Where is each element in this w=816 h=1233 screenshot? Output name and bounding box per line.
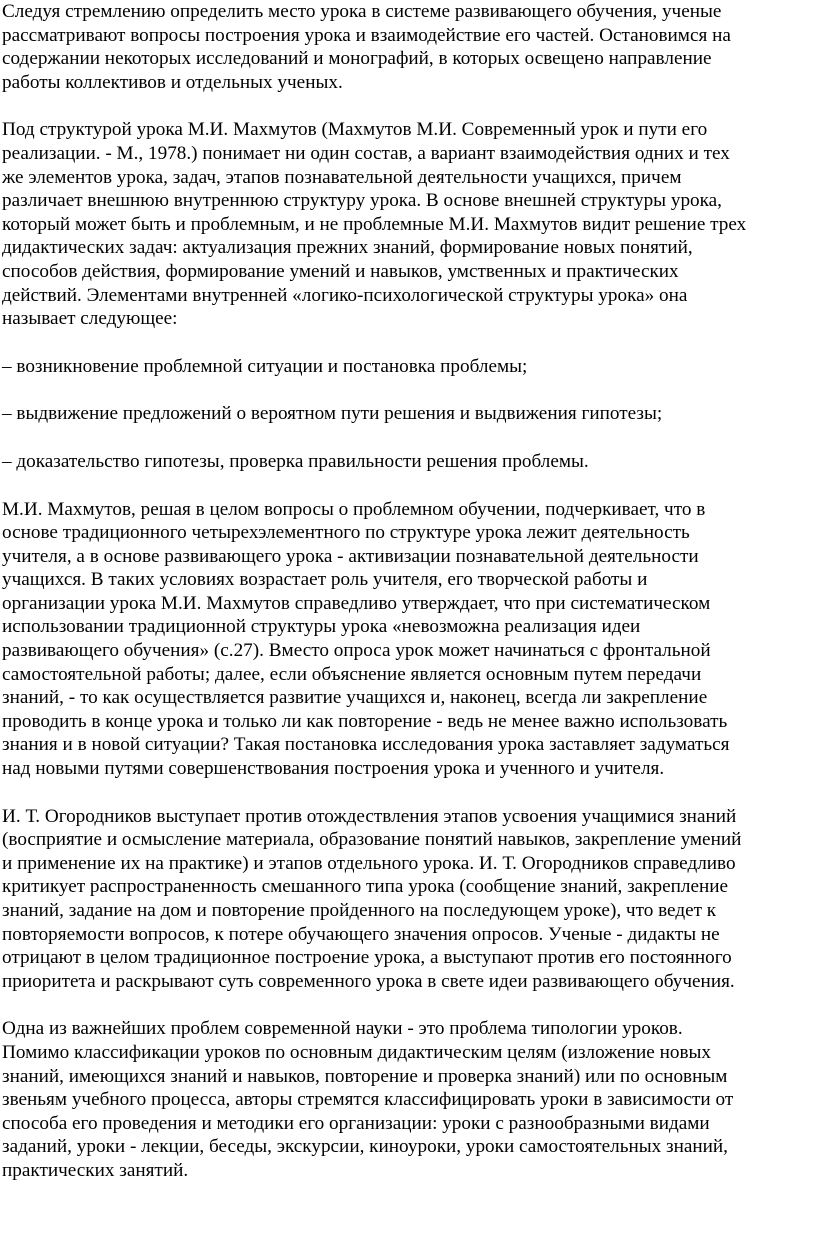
paragraph-ogorodnikov: И. Т. Огородников выступает против отождествления этапов усвоения учащимися знаний (восприятие и осмысление материала, образование понятий навыков, закрепление умений и применение их на практике) и этапов отдельного урока. И. Т. Огородников справедливо критикует распространенность смешанного типа урока (сообщение знаний, закрепление знаний, задание на дом и повторение пройденного на последующем уроке), что ведет к повторяемости вопросов, к потере обучающего значения опросов. Ученые - дидакты не отрицают в целом традиционное построение урока, а выступают против его постоянного приоритета и раскрывают суть современного урока в свете идеи развивающего обучения. [2, 805, 742, 992]
paragraph-makhmutov-structure: Под структурой урока М.И. Махмутов (Махмутов М.И. Современный урок и пути его реализации. - М., 1978.) понимает ни один состав, а вариант взаимодействия одних и тех же элементов урока, задач, этапов познавательной деятельности учащихся, причем различает внешнюю внутреннюю структуру урока. В основе внешней структуры урока, который может быть и проблемным, и не проблемные М.И. Махмутов видит решение трех дидактических задач: актуализация прежних знаний, формирование новых понятий, способов действия, формирование умений и навыков, умственных и практических действий. Элементами внутренней «логико-психологической структуры урока» она называет следующее: [2, 119, 747, 330]
paragraph-lesson-typology: Одна из важнейших проблем современной науки - это проблема типологии уроков. Помимо классификации уроков по основным дидактическим целям (изложение новых знаний, имеющихся знаний и навыков, повторение и проверка знаний) или по основным звеньям учебного процесса, авторы стремятся классифицировать уроки в зависимости от способа его проведения и методики его организации: уроки с разнообразными видами заданий, уроки - лекции, беседы, экскурсии, киноуроки, уроки самостоятельных знаний, практических занятий. [2, 1018, 734, 1181]
paragraph-intro: Следуя стремлению определить место урока в системе развивающего обучения, ученые рассматривают вопросы построения урока и взаимодействие его частей. Остановимся на содержании некоторых исследований и монографий, в которых освещено направление работы коллективов и отдельных ученых. [2, 1, 731, 93]
list-item-hypothesis-proposal: – выдвижение предложений о вероятном пути решения и выдвижения гипотезы; [2, 403, 663, 425]
paragraph-makhmutov-problem-learning: М.И. Махмутов, решая в целом вопросы о проблемном обучении, подчеркивает, что в основе традиционного четырехэлементного по структуре урока лежит деятельность учителя, а в основе развивающего урока - активизации познавательной деятельности учащихся. В таких условиях возрастает роль учителя, его творческой работы и организации урока М.И. Махмутов справедливо утверждает, что при систематическом использовании традиционной структуры урока «невозможна реализация идеи развивающего обучения» (с.27). Вместо опроса урок может начинаться с фронтальной самостоятельной работы; далее, если объяснение является основным путем передачи знаний, - то как осуществляется развитие учащихся и, наконец, всегда ли закрепление проводить в конце урока и только ли как повторение - ведь не менее важно использовать знания и в новой ситуации? Такая постановка исследования урока заставляет задуматься над новыми путями совершенствования построения урока и ученного и учителя. [2, 498, 730, 780]
list-item-hypothesis-proof: – доказательство гипотезы, проверка правильности решения проблемы. [2, 450, 589, 472]
list-item-problem-situation: – возникновение проблемной ситуации и постановка проблемы; [2, 355, 528, 377]
